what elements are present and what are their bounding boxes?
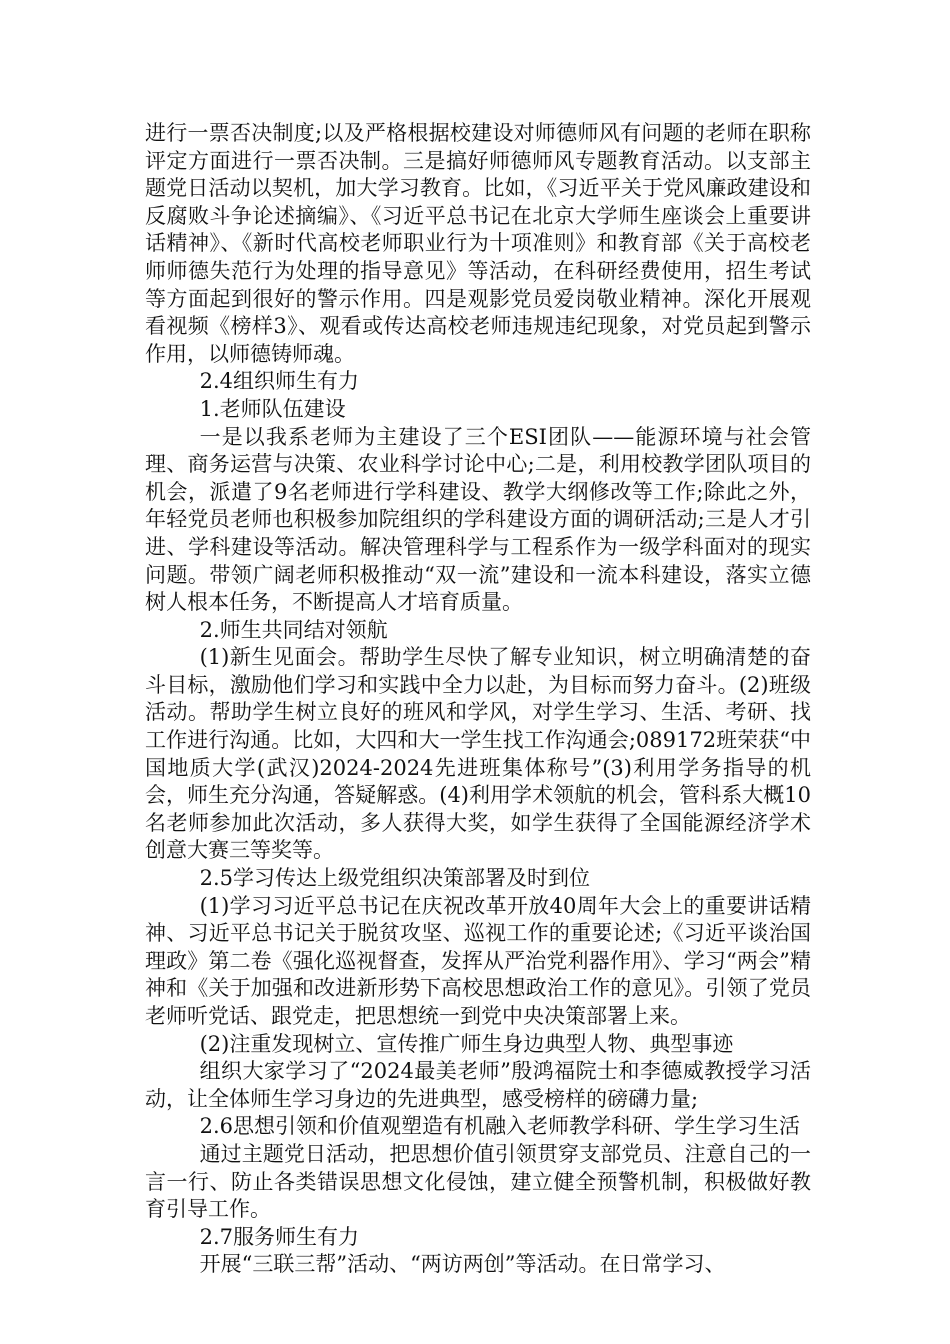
paragraph-ideology: 通过主题党日活动，把思想价值引领贯穿支部党员、注意自己的一言一行、防止各类错误思想文化侵蚀，建立健全预警机制，积极做好教育引导工作。 [145, 1141, 811, 1222]
paragraph-mentoring: (1)新生见面会。帮助学生尽快了解专业知识，树立明确清楚的奋斗目标，激励他们学习和实践中全力以赴，为目标而努力奋斗。(2)班级活动。帮助学生树立良好的班风和学风，对学生学习、生活、考研、找工作进行沟通。比如，大四和大一学生找工作沟通会;089172班荣获“中国地质大学(武汉)2024-2024先进班集体称号”(3)利用学务指导的机会，师生充分沟通，答疑解惑。(4)利用学术领航的机会，管科系大概10名老师参加此次活动，多人获得大奖，如学生获得了全国能源经济学术创意大赛三等奖等。 [145, 645, 811, 863]
subheading-mentoring: 2.师生共同结对领航 [199, 617, 388, 642]
paragraph-teacher-ethics: 进行一票否决制度;以及严格根据校建设对师德师风有问题的老师在职称评定方面进行一票否决制。三是搞好师德师风专题教育活动。以支部主题党日活动以契机，加大学习教育。比如，《习近平关于党风廉政建设和反腐败斗争论述摘编》、《习近平总书记在北京大学师生座谈会上重要讲话精神》、《新时代高校老师职业行为十项准则》和教育部《关于高校老师师德失范行为处理的指导意见》等活动，在科研经费使用，招生考试等方面起到很好的警示作用。四是观影党员爱岗敬业精神。深化开展观看视频《榜样3》、观看或传达高校老师违规违纪现象，对党员起到警示作用，以师德铸师魂。 [145, 121, 811, 366]
paragraph-service: 开展“三联三帮”活动、“两访两创”等活动。在日常学习、 [199, 1252, 726, 1277]
paragraph-best-teachers: 组织大家学习了“2024最美老师”殷鸿福院士和李德威教授学习活动，让全体师生学习身边的先进典型，感受榜样的磅礴力量; [145, 1059, 811, 1111]
paragraph-role-models: (2)注重发现树立、宣传推广师生身边典型人物、典型事迹 [199, 1031, 734, 1056]
section-heading-2-4: 2.4组织师生有力 [199, 369, 359, 394]
section-heading-2-6: 2.6思想引领和价值观塑造有机融入老师教学科研、学生学习生活 [199, 1114, 800, 1139]
subheading-teacher-team: 1.老师队伍建设 [199, 396, 346, 421]
section-heading-2-7: 2.7服务师生有力 [199, 1224, 359, 1249]
paragraph-teacher-team: 一是以我系老师为主建设了三个ESI团队——能源环境与社会管理、商务运营与决策、农业科学讨论中心;二是，利用校教学团队项目的机会，派遣了9名老师进行学科建设、教学大纲修改等工作;除此之外，年轻党员老师也积极参加院组织的学科建设方面的调研活动;三是人才引进、学科建设等活动。解决管理科学与工程系作为一级学科面对的现实问题。带领广阔老师积极推动“双一流”建设和一流本科建设，落实立德树人根本任务，不断提高人才培育质量。 [145, 424, 811, 615]
section-heading-2-5: 2.5学习传达上级党组织决策部署及时到位 [199, 866, 590, 891]
document-body [145, 120, 811, 1279]
paragraph-study-spirit: (1)学习习近平总书记在庆祝改革开放40周年大会上的重要讲话精神、习近平总书记关于脱贫攻坚、巡视工作的重要论述;《习近平谈治国理政》第二卷《强化巡视督查，发挥从严治党利器作用》、学习“两会”精神和《关于加强和改进新形势下高校思想政治工作的意见》。引领了党员老师听党话、跟党走，把思想统一到党中央决策部署上来。 [145, 893, 811, 1028]
